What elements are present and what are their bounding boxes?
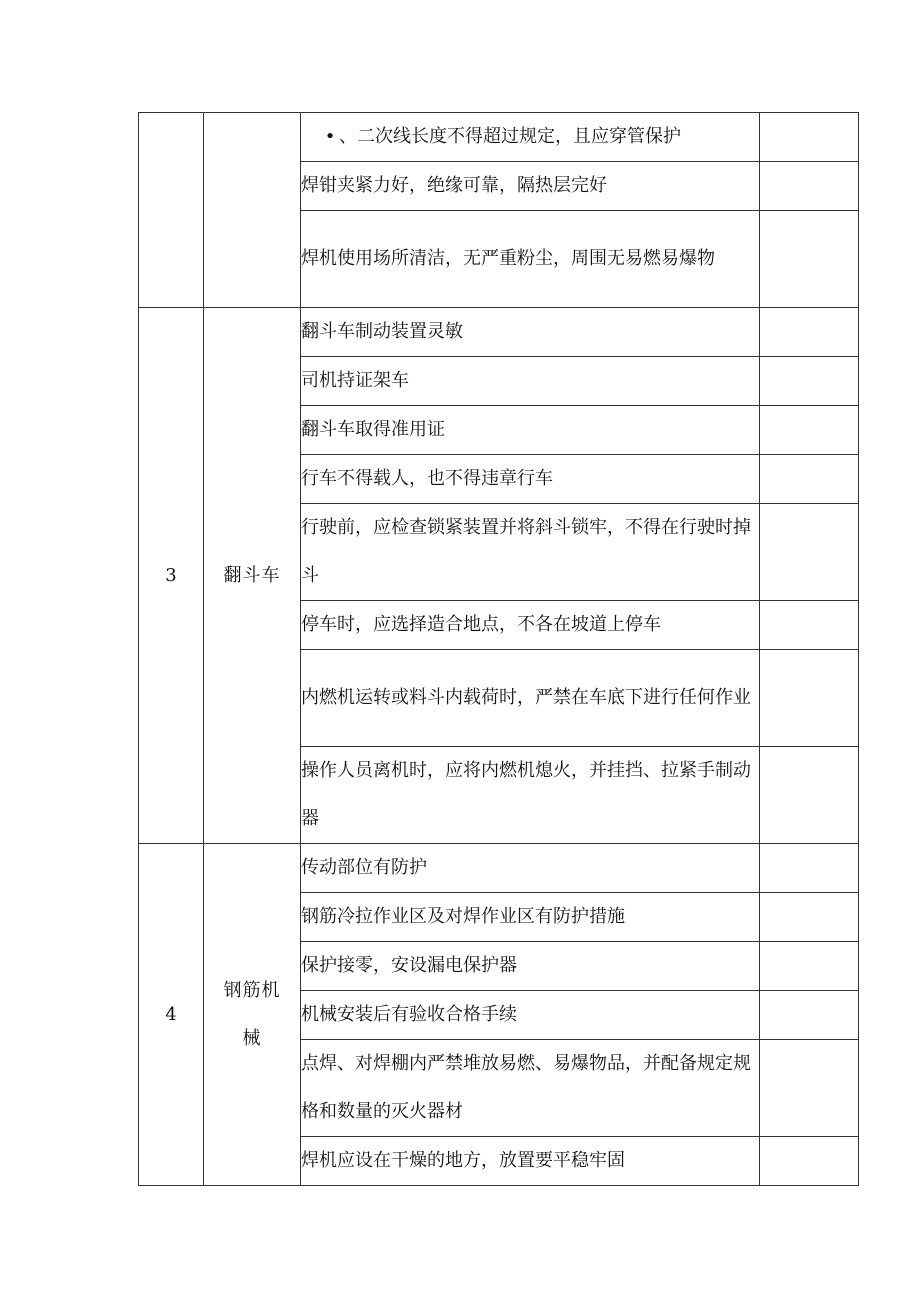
- check-item-cell: 停车时，应选择造合地点，不各在坡道上停车: [301, 601, 760, 650]
- check-item-cell: 行驶前，应检查锁紧装置并将斜斗锁牢，不得在行驶时掉斗: [301, 504, 760, 601]
- check-item-cell: 钢筋冷拉作业区及对焊作业区有防护措施: [301, 893, 760, 942]
- result-cell: [760, 844, 859, 893]
- result-cell: [760, 211, 859, 308]
- check-item-cell: [301, 113, 760, 162]
- equipment-name-cell: [204, 113, 301, 308]
- result-cell: [760, 747, 859, 844]
- check-item-cell: 保护接零，安设漏电保护器: [301, 942, 760, 991]
- result-cell: [760, 650, 859, 747]
- check-item-cell: 机械安装后有验收合格手续: [301, 991, 760, 1040]
- check-item-cell: 翻斗车取得准用证: [301, 406, 760, 455]
- result-cell: [760, 162, 859, 211]
- group-number-cell: 3: [139, 308, 204, 844]
- group-number-cell: 4: [139, 844, 204, 1186]
- result-cell: [760, 942, 859, 991]
- bullet-icon: •: [324, 126, 336, 147]
- result-cell: [760, 601, 859, 650]
- result-cell: [760, 893, 859, 942]
- equipment-name: 钢筋机械: [223, 979, 281, 1049]
- result-cell: [760, 504, 859, 601]
- check-item-cell: 点焊、对焊棚内严禁堆放易燃、易爆物品，并配备规定规格和数量的灭火器材: [301, 1040, 760, 1137]
- table-row: [139, 113, 859, 162]
- group-number-cell: [139, 113, 204, 308]
- result-cell: [760, 113, 859, 162]
- result-cell: [760, 1137, 859, 1186]
- result-cell: [760, 991, 859, 1040]
- check-item-cell: 行车不得载人，也不得违章行车: [301, 455, 760, 504]
- result-cell: [760, 357, 859, 406]
- result-cell: [760, 455, 859, 504]
- result-cell: [760, 406, 859, 455]
- check-item-cell: 焊机使用场所清洁，无严重粉尘，周围无易燃易爆物: [301, 211, 760, 308]
- inspection-table: [138, 112, 859, 1186]
- check-item-cell: 焊机应设在干燥的地方，放置要平稳牢固: [301, 1137, 760, 1186]
- check-item-cell: 焊钳夹紧力好，绝缘可靠，隔热层完好: [301, 162, 760, 211]
- equipment-name-cell: [204, 308, 301, 844]
- check-item-text: 、二次线长度不得超过规定，且应穿管保护: [339, 126, 681, 147]
- check-item-cell: 内燃机运转或料斗内载荷时，严禁在车底下进行任何作业: [301, 650, 760, 747]
- check-item-cell: 翻斗车制动装置灵敏: [301, 308, 760, 357]
- check-item-cell: 操作人员离机时，应将内燃机熄火，并挂挡、拉紧手制动器: [301, 747, 760, 844]
- check-item-cell: 传动部位有防护: [301, 844, 760, 893]
- table-row: [139, 308, 859, 357]
- check-item-cell: 司机持证架车: [301, 357, 760, 406]
- result-cell: [760, 1040, 859, 1137]
- equipment-name: 翻斗车: [223, 564, 281, 586]
- result-cell: [760, 308, 859, 357]
- table-row: [139, 844, 859, 893]
- equipment-name-cell: [204, 844, 301, 1186]
